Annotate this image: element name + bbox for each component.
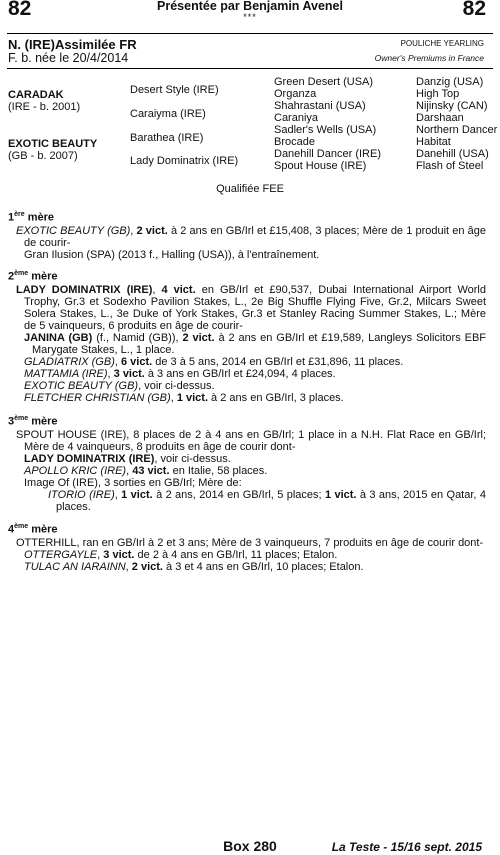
gen4-0: Danzig (USA) [416, 76, 484, 88]
entry-sep: , [152, 283, 162, 296]
lot-number-left: 82 [8, 0, 32, 20]
gen3-4: Sadler's Wells (USA) [274, 124, 377, 136]
dam-entry: SPOUT HOUSE (IRE), 8 places de 2 à 4 ans en GB/Irl; 1 place in a N.H. Flat Race en GB/Irl; Mère de 4 vainqueurs, 8 produits en âge de courir dont- [16, 428, 486, 453]
produce-entry [8, 380, 486, 392]
entry-name: ITORIO (IRE) [48, 488, 115, 501]
entry-rest: en GB/Irl et £90,537, Dubai International Airport World Trophy, Gr.3 et Sodexho Pavilion Stakes, L., 2e Big Shuffle Flying Five, Gr.2, Milcars Sweet Solera Stakes, L., 3e Duke of York Stakes, Gr.3 et Stanley Racing Summer Stakes, L.; Mère de 5 vainqueurs, 6 produits en âge de courir- [24, 283, 486, 332]
section-1ere-mere [8, 209, 486, 261]
entry-name: LADY DOMINATRIX (IRE) [24, 452, 155, 465]
sire-name: CARADAK [8, 89, 64, 101]
gen3-7: Spout House (IRE) [274, 160, 367, 172]
entry-rest: à 2 ans en GB/Irl et £19,589, Langleys Solicitors EBF Marygate Stakes, L., 1 place. [32, 331, 486, 356]
produce-entry: GLADIATRIX (GB), 6 vict. de 3 à 5 ans, 2014 en GB/Irl et £31,896, 11 places. [24, 355, 404, 368]
entry-rest: de 3 à 5 ans, 2014 en GB/Irl et £31,896, 11 places. [152, 355, 404, 368]
box-number: Box 280 [223, 838, 277, 854]
entry-name: FLETCHER CHRISTIAN (GB) [24, 391, 171, 404]
horse-description: F. b. née le 20/4/2014 [8, 51, 129, 65]
entry-rest: de 2 à 4 ans en GB/Irl, 11 places; Etalon. [134, 548, 338, 561]
produce-entry: Image Of (IRE), 3 sorties en GB/Irl; Mère de: [24, 476, 242, 489]
dam-entry: OTTERHILL, ran en GB/Irl à 2 et 3 ans; Mère de 3 vainqueurs, 7 produits en âge de courir dont- [16, 536, 484, 549]
entry-vict-2: 1 vict. [324, 488, 357, 501]
title-num: 4 [8, 523, 15, 536]
entry-name: TULAC AN IARAINN [24, 560, 126, 573]
gen3-5: Brocade [274, 136, 315, 148]
entry-name: APOLLO KRIC (IRE) [24, 464, 127, 477]
entry-rest: à 2 ans en GB/Irl, 3 places. [208, 391, 344, 404]
title-word: mère [28, 415, 58, 428]
header-divider [7, 33, 493, 34]
entry-vict: 6 vict. [121, 355, 153, 368]
gen2-1: Caraiyma (IRE) [130, 108, 206, 120]
section-title [8, 413, 486, 428]
gen2-3: Lady Dominatrix (IRE) [130, 155, 239, 167]
entry-rest: à 2 ans en GB/Irl et £15,408, 3 places; Mère de 1 produit en âge de courir- [24, 224, 487, 249]
entry-vict: 2 vict. [182, 331, 215, 344]
title-word: mère [28, 523, 58, 536]
gen4-5: Habitat [416, 136, 451, 148]
entry-vict: 1 vict. [176, 391, 208, 404]
gen2-0: Desert Style (IRE) [130, 84, 219, 96]
entry-rest: à 3 et 4 ans en GB/Irl, 10 places; Etalon. [162, 560, 364, 573]
gen4-4: Northern Dancer [416, 124, 498, 136]
entry-name: LADY DOMINATRIX (IRE) [16, 283, 153, 296]
title-sup: ème [14, 270, 29, 277]
entry-name: EXOTIC BEAUTY (GB) [24, 379, 139, 392]
title-sup: ème [14, 523, 29, 530]
horse-type: POULICHE YEARLING [400, 39, 484, 48]
gen3-6: Danehill Dancer (IRE) [274, 148, 381, 160]
section-title [8, 209, 486, 224]
section-title [8, 268, 486, 283]
entry-mid: (f., Namid (GB)), [92, 331, 183, 344]
entry-name: EXOTIC BEAUTY (GB) [16, 224, 131, 237]
entry-rest: , voir ci-dessus. [154, 452, 231, 465]
entry-name: OTTERGAYLE [24, 548, 98, 561]
lot-number-right: 82 [462, 0, 486, 20]
gen4-3: Darshaan [416, 112, 464, 124]
pedigree-gen3 [274, 76, 381, 172]
entry-vict: 3 vict. [113, 367, 145, 380]
owners-premiums: Owner's Premiums in France [374, 53, 484, 63]
dam-name: EXOTIC BEAUTY [8, 138, 98, 150]
gen3-1: Organza [274, 88, 317, 100]
dam-entry [8, 225, 486, 249]
entry-vict: 3 vict. [103, 548, 135, 561]
produce-entry [8, 453, 486, 465]
qualification: Qualifiée FEE [216, 183, 284, 195]
title-num: 3 [8, 415, 15, 428]
produce-entry: APOLLO KRIC (IRE), 43 vict. en Italie, 58 places. [24, 464, 268, 477]
entry-rest: à 3 ans en GB/Irl et £24,094, 4 places. [144, 367, 336, 380]
title-word: mère [28, 270, 58, 283]
dam-info: (GB - b. 2007) [8, 150, 78, 162]
entry-rest: à 3 ans, 2015 en Qatar, 4 places. [56, 488, 486, 513]
section-3eme-mere [8, 413, 486, 513]
gen4-7: Flash of Steel [416, 160, 484, 172]
stars: *** [243, 12, 257, 22]
entry-vict: 4 vict. [161, 283, 196, 296]
entry-vict: 2 vict. [136, 224, 168, 237]
produce-entry: TULAC AN IARAINN, 2 vict. à 3 et 4 ans en GB/Irl, 10 places; Etalon. [24, 560, 364, 573]
sale-info: La Teste - 15/16 sept. 2015 [331, 840, 482, 854]
produce-entry: FLETCHER CHRISTIAN (GB), 1 vict. à 2 ans en GB/Irl, 3 places. [24, 391, 344, 404]
title-num: 2 [8, 270, 15, 283]
section-2eme-mere [8, 268, 486, 404]
entry-name: MATTAMIA (IRE) [24, 367, 108, 380]
gen3-2: Shahrastani (USA) [274, 100, 366, 112]
entry-sep: , [130, 224, 137, 237]
sire-info: (IRE - b. 2001) [8, 101, 81, 113]
produce-entry: MATTAMIA (IRE), 3 vict. à 3 ans en GB/Irl et £24,094, 4 places. [24, 367, 336, 380]
produce-entry: ITORIO (IRE), 1 vict. à 2 ans, 2014 en GB/Irl, 5 places; 1 vict. à 3 ans, 2015 en Qatar, 4 places. [48, 488, 486, 513]
pedigree-divider [7, 68, 493, 69]
entry-rest: , voir ci-dessus. [138, 379, 215, 392]
title-sup: ère [14, 211, 25, 218]
entry-vict: 2 vict. [131, 560, 163, 573]
entry-vict: 43 vict. [132, 464, 170, 477]
gen2-2: Barathea (IRE) [130, 132, 204, 144]
pedigree-gen4 [416, 76, 497, 172]
gen4-6: Danehill (USA) [416, 148, 489, 160]
produce-entry: OTTERGAYLE, 3 vict. de 2 à 4 ans en GB/Irl, 11 places; Etalon. [24, 548, 338, 561]
gen4-1: High Top [416, 88, 460, 100]
gen3-3: Caraniya [274, 112, 319, 124]
gen3-0: Green Desert (USA) [274, 76, 374, 88]
produce-entry [8, 332, 486, 356]
dam-entry [8, 284, 486, 332]
entry-vict: 1 vict. [121, 488, 153, 501]
presented-by: Présentée par Benjamin Avenel [157, 0, 343, 13]
entry-rest: en Italie, 58 places. [169, 464, 268, 477]
horse-name: N. (IRE)Assimilée FR [8, 37, 137, 52]
section-title [8, 521, 486, 536]
entry-name: JANINA (GB) [24, 331, 93, 344]
entry-mid: à 2 ans, 2014 en GB/Irl, 5 places; [152, 488, 325, 501]
gen4-2: Nijinsky (CAN) [416, 100, 488, 112]
title-sup: ème [14, 415, 29, 422]
title-word: mère [24, 211, 54, 224]
entry-name: GLADIATRIX (GB) [24, 355, 115, 368]
pedigree-sire [8, 89, 80, 113]
pedigree-dam [8, 138, 97, 162]
produce-entry: Gran Ilusion (SPA) (2013 f., Halling (USA)), à l'entraînement. [24, 248, 320, 261]
section-4eme-mere [8, 521, 486, 573]
title-num: 1 [8, 211, 15, 224]
